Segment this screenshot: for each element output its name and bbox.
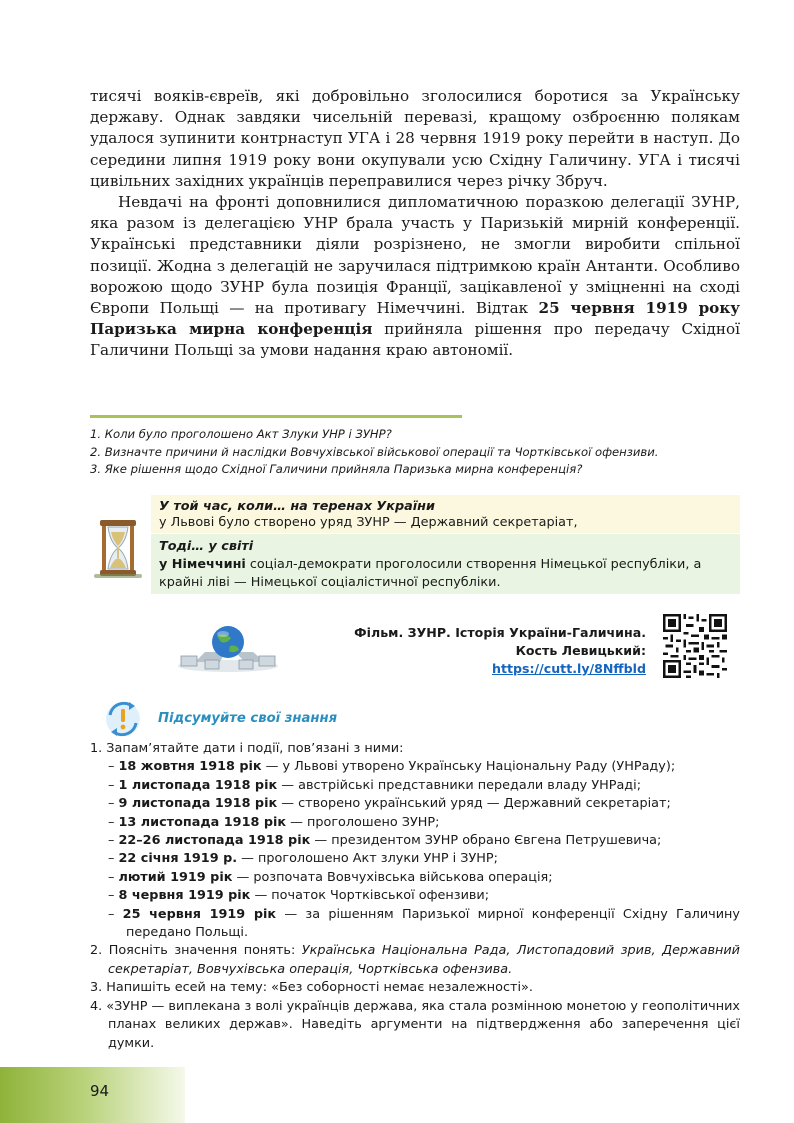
exclamation-refresh-icon [102,698,144,740]
date-item: – лютий 1919 рік — розпочата Вовчухівська військова операція; [108,869,553,885]
date-label: лютий 1919 рік [118,869,233,885]
date-event: — австрійські представники передали владу УНРаді; [277,777,642,793]
question-1: 1. Коли було проголошено Акт Злуки УНР і ЗУНР? [90,427,392,441]
then-title: У той час, коли… на теренах України [159,499,435,514]
paragraph-2-end: прийняла рішення про передачу Східної Галичини Польщі за умови надання краю автономії. [90,320,740,360]
date-label: 25 червня 1919 рік [122,906,277,922]
world-text-rest: соціал-демократи проголосили створення Німецької республіки, а [245,557,702,572]
film-link[interactable]: https://cutt.ly/8Nffbld [492,661,646,676]
world-text [159,557,701,572]
date-label: 18 жовтня 1918 рік [118,759,262,775]
date-event: — проголошено ЗУНР; [286,814,440,830]
question-2: 2. Визначте причини й наслідки Вовчухівської військової операції та Чортківської офензиви. [90,444,659,459]
paragraph-2-bold: 25 червня 1919 року Паризька мирна конференція [90,299,741,339]
date-label: 1 листопада 1918 рік [118,777,278,793]
task-2-text: 2. Поясніть значення понять: [90,943,302,959]
task-2 [90,942,740,979]
date-item: – 13 листопада 1918 рік — проголошено ЗУНР; [108,814,440,830]
date-item: – 25 червня 1919 рік — за рішенням Паризької мирної конференції Східну Галичину передано Польщі. [108,906,740,941]
page-number: 94 [90,1082,110,1100]
date-item: – 22 січня 1919 р. — проголошено Акт злуки УНР і ЗУНР; [108,851,498,867]
film-info [354,624,646,678]
question-3: 3. Яке рішення щодо Східної Галичини прийняла Паризька мирна конференція? [90,462,583,477]
date-event: — за рішенням Паризької мирної конференції Східну Галичину передано Польщі. [126,906,740,941]
date-event: — президентом ЗУНР обрано Євгена Петрушевича; [310,833,662,849]
task-1: 1. Запам’ятайте дати і події, пов’язані з ними: [90,741,404,756]
paragraph-1: тисячі вояків-євреїв, які добровільно зголосилися боротися за Українську державу. Однак завдяки чисельній перевазі, кращому озброєнню полякам удалося зупинити контрнаступ УГА і 28 червня 1919 року перейти в наступ. До середини липня 1919 року вони окупували усю Східну Галичину. УГА і тисячі цивільних західних українців переправилися через річку Збруч. [90,87,740,190]
summary-tasks [90,740,740,1053]
date-event: — початок Чортківської офензиви; [250,888,490,904]
date-event: — створено український уряд — Державний секретаріат; [277,796,671,812]
date-item: – 1 листопада 1918 рік — австрійські представники передали владу УНРаді; [108,777,642,793]
world-country: у Німеччині [159,557,246,572]
section-divider [90,415,462,418]
main-text [90,86,740,362]
date-label: 22 січня 1919 р. [118,851,238,867]
film-title: Фільм. ЗУНР. Історія України-Галичина. [354,625,646,640]
then-text: у Львові було створено уряд ЗУНР — Державний секретаріат, [159,515,578,530]
date-item: – 9 листопада 1918 рік — створено український уряд — Державний секретаріат; [108,796,671,812]
date-label: 22–26 листопада 1918 рік [118,833,311,849]
date-item: – 8 червня 1919 рік — початок Чортківської офензиви; [108,888,490,904]
date-label: 9 листопада 1918 рік [118,796,278,812]
paragraph-2-start: Невдачі на фронті доповнилися дипломатичною поразкою делегації ЗУНР, яка разом із делегацією УНР брала участь у Паризькій мирній конференції. Українські представники діяли розрізнено, не змогли виробити спільної позиції. Жодна з делегацій не заручилася підтримкою країн Антанти. Особливо ворожою щодо ЗУНР була позиція Франції, зацікавленої у зміцненні на сході Європи Польщі — на противагу Німеччині. Відтак [90,193,740,318]
then-in-world-box [151,534,740,594]
world-title: Тоді… у світі [159,539,254,554]
date-label: 8 червня 1919 рік [118,888,251,904]
task-2-terms: Українська Національна Рада, Листопадовий зрив, Державний секретаріат, Вовчухівська операція, Чортківська офензива. [108,943,740,977]
hourglass-icon [92,516,144,580]
qr-code[interactable] [663,614,727,678]
date-label: 13 листопада 1918 рік [118,814,287,830]
network-globe-icon [175,622,281,674]
date-event: — у Львові утворено Українську Національну Раду (УНРаду); [261,759,676,775]
date-event: — розпочата Вовчухівська військова операція; [232,869,553,885]
paragraph-2 [90,192,740,362]
summary-title: Підсумуйте свої знання [158,711,338,726]
review-questions [90,426,750,479]
world-text-2: крайні ліві — Німецької соціалістичної республіки. [159,575,501,590]
date-item: – 18 жовтня 1918 рік — у Львові утворено Українську Національну Раду (УНРаду); [108,759,676,775]
film-author: Кость Левицький: [515,643,646,658]
date-item: – 22–26 листопада 1918 рік — президентом ЗУНР обрано Євгена Петрушевича; [108,833,662,849]
task-3: 3. Напишіть есей на тему: «Без соборності немає незалежності». [90,980,533,996]
date-event: — проголошено Акт злуки УНР і ЗУНР; [237,851,498,867]
then-in-ukraine-box [151,495,740,533]
task-4: 4. «ЗУНР — виплекана з волі українців держава, яка стала розмінною монетою у геополітичних планах великих держав». Наведіть аргументи на підтвердження або заперечення цієї думки. [90,998,740,1051]
